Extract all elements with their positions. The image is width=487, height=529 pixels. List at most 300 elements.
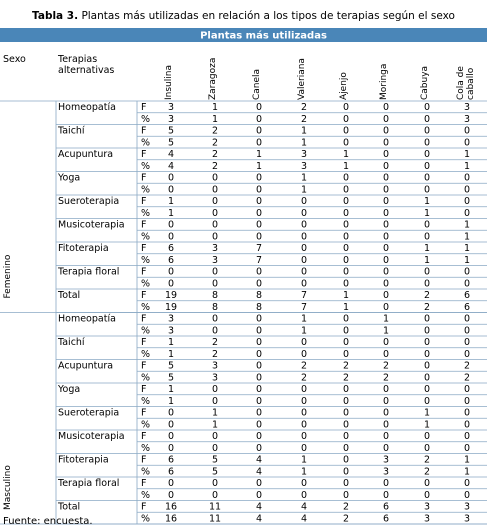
table-cell: 19 — [164, 301, 178, 313]
table-cell: 3 — [300, 149, 308, 160]
table-cell: 0 — [255, 102, 263, 113]
table-cell: 0 — [167, 489, 175, 501]
table-cell: 6 — [382, 501, 390, 513]
table-cell: 0 — [423, 160, 431, 172]
table-cell: 2 — [463, 360, 471, 372]
table-cell: 2 — [211, 125, 219, 137]
table-cell: 1 — [463, 149, 471, 160]
table-cell: 0 — [255, 348, 263, 360]
table-cell: 0 — [255, 384, 263, 395]
table-cell: 0 — [342, 419, 350, 431]
table-cell: 0 — [300, 278, 308, 290]
table-cell: 0 — [382, 384, 390, 395]
table-cell: 0 — [342, 384, 350, 395]
measure-label: F — [141, 478, 147, 489]
table-cell: 1 — [211, 407, 219, 419]
table-cell: 0 — [255, 231, 263, 243]
therapy-label: Sueroterapia — [58, 196, 120, 207]
measure-label: % — [141, 278, 151, 290]
table-cell: 0 — [382, 231, 390, 243]
table-cell: 0 — [342, 278, 350, 290]
table-cell: 0 — [300, 407, 308, 419]
table-cell: 0 — [255, 137, 263, 149]
table-cell: 0 — [255, 113, 263, 125]
table-cell: 0 — [255, 125, 263, 137]
table-cell: 0 — [300, 266, 308, 278]
table-cell: 0 — [342, 348, 350, 360]
measure-label: % — [141, 442, 151, 454]
table-cell: 0 — [423, 125, 431, 137]
table-cell: 0 — [342, 325, 350, 337]
table-cell: 1 — [167, 196, 175, 207]
measure-label: % — [141, 137, 151, 149]
table-cell: 5 — [211, 454, 219, 466]
table-cell: 0 — [382, 431, 390, 442]
table-cell: 0 — [463, 266, 471, 278]
table-cell: 3 — [463, 501, 471, 513]
plant-header: Moringa — [379, 63, 389, 100]
measure-label: % — [141, 489, 151, 501]
table-cell: 1 — [463, 454, 471, 466]
table-cell: 8 — [211, 301, 219, 313]
table-cell: 0 — [255, 266, 263, 278]
therapy-label: Homeopatía — [58, 102, 116, 113]
table-cell: 2 — [300, 372, 308, 384]
table-cell: 0 — [255, 172, 263, 184]
table-cell: 0 — [342, 395, 350, 407]
table-cell: 0 — [382, 125, 390, 137]
measure-label: F — [141, 313, 147, 325]
table-cell: 0 — [423, 149, 431, 160]
table-cell: 3 — [382, 466, 390, 478]
table-cell: 8 — [211, 290, 219, 301]
table-cell: 0 — [423, 337, 431, 348]
table-cell: 2 — [423, 466, 431, 478]
table-cell: 0 — [382, 301, 390, 313]
table-cell: 1 — [167, 395, 175, 407]
table-cell: 3 — [423, 501, 431, 513]
table-cell: 6 — [167, 466, 175, 478]
table-cell: 0 — [342, 337, 350, 348]
table-cell: 0 — [300, 489, 308, 501]
table-cell: 1 — [342, 160, 350, 172]
table-cell: 0 — [382, 254, 390, 266]
table-cell: 0 — [463, 325, 471, 337]
table-cell: 1 — [463, 254, 471, 266]
table-cell: 0 — [463, 478, 471, 489]
therapy-label: Yoga — [58, 172, 81, 184]
table-cell: 0 — [423, 278, 431, 290]
table-cell: 2 — [211, 137, 219, 149]
table-cell: 0 — [463, 407, 471, 419]
table-cell: 0 — [382, 160, 390, 172]
table-cell: 3 — [300, 160, 308, 172]
table-cell: 0 — [167, 172, 175, 184]
measure-label: F — [141, 454, 147, 466]
table-cell: 0 — [167, 184, 175, 196]
table-cell: 0 — [423, 266, 431, 278]
measure-label: % — [141, 466, 151, 478]
table-cell: 2 — [463, 372, 471, 384]
table-cell: 0 — [342, 254, 350, 266]
table-cell: 4 — [255, 454, 263, 466]
table-cell: 0 — [382, 489, 390, 501]
table-cell: 0 — [255, 207, 263, 219]
table-cell: 0 — [463, 278, 471, 290]
table-cell: 3 — [382, 454, 390, 466]
table-cell: 0 — [463, 172, 471, 184]
table-cell: 0 — [463, 207, 471, 219]
measure-label: F — [141, 125, 147, 137]
table-cell: 0 — [342, 231, 350, 243]
group-header: Plantas más utilizadas — [200, 30, 327, 42]
table-cell: 0 — [423, 184, 431, 196]
table-cell: 4 — [255, 513, 263, 525]
table-cell: 0 — [382, 407, 390, 419]
table-cell: 0 — [463, 431, 471, 442]
table-cell: 1 — [423, 419, 431, 431]
table-cell: 0 — [382, 196, 390, 207]
table-cell: 4 — [167, 149, 175, 160]
table-cell: 1 — [463, 160, 471, 172]
table-cell: 5 — [211, 466, 219, 478]
table-cell: 0 — [211, 384, 219, 395]
table-cell: 0 — [463, 395, 471, 407]
measure-label: % — [141, 325, 151, 337]
table-cell: 0 — [167, 431, 175, 442]
measure-label: % — [141, 372, 151, 384]
table-cell: 0 — [211, 219, 219, 231]
table-cell: 2 — [211, 337, 219, 348]
table-cell: 0 — [463, 348, 471, 360]
table-cell: 0 — [342, 442, 350, 454]
table-cell: 0 — [211, 172, 219, 184]
table-cell: 7 — [255, 243, 263, 254]
table-cell: 1 — [300, 125, 308, 137]
table-cell: 1 — [255, 149, 263, 160]
table-cell: 0 — [300, 395, 308, 407]
measure-label: % — [141, 513, 151, 525]
plant-header: Zaragoza — [208, 57, 218, 100]
table-cell: 0 — [211, 325, 219, 337]
table-cell: 0 — [463, 184, 471, 196]
table-cell: 0 — [211, 489, 219, 501]
table-cell: 3 — [463, 102, 471, 113]
table-cell: 0 — [382, 290, 390, 301]
table-cell: 1 — [423, 196, 431, 207]
table-cell: 0 — [300, 337, 308, 348]
table-cell: 0 — [342, 478, 350, 489]
table-cell: 11 — [208, 513, 222, 525]
table-cell: 3 — [463, 113, 471, 125]
table-cell: 1 — [423, 254, 431, 266]
table-cell: 0 — [342, 102, 350, 113]
table-cell: 0 — [423, 325, 431, 337]
table-cell: 0 — [167, 407, 175, 419]
table-cell: 2 — [300, 113, 308, 125]
table-cell: 0 — [382, 442, 390, 454]
table-cell: 0 — [382, 102, 390, 113]
table-cell: 5 — [167, 125, 175, 137]
measure-label: F — [141, 243, 147, 254]
table-cell: 0 — [382, 395, 390, 407]
table-cell: 0 — [382, 137, 390, 149]
table-cell: 1 — [382, 313, 390, 325]
table-cell: 4 — [300, 513, 308, 525]
table-cell: 0 — [167, 478, 175, 489]
table-cell: 2 — [211, 160, 219, 172]
table-cell: 0 — [342, 407, 350, 419]
table-cell: 2 — [211, 149, 219, 160]
table-cell: 0 — [382, 478, 390, 489]
table-cell: 6 — [167, 243, 175, 254]
caption-text: Plantas más utilizadas en relación a los tipos de terapias según el sexo — [81, 10, 455, 22]
therapy-label: Taichí — [58, 337, 85, 348]
measure-label: % — [141, 231, 151, 243]
table-cell: 0 — [255, 219, 263, 231]
table-cell: 1 — [463, 231, 471, 243]
table-cell: 0 — [255, 489, 263, 501]
table-cell: 3 — [167, 313, 175, 325]
table-cell: 0 — [300, 219, 308, 231]
table-cell: 1 — [167, 207, 175, 219]
table-cell: 4 — [255, 501, 263, 513]
measure-label: F — [141, 384, 147, 395]
table-cell: 0 — [211, 313, 219, 325]
table-cell: 6 — [382, 513, 390, 525]
table-cell: 0 — [382, 149, 390, 160]
table-cell: 0 — [300, 478, 308, 489]
table-cell: 1 — [463, 219, 471, 231]
table-cell: 3 — [167, 325, 175, 337]
table-cell: 1 — [342, 290, 350, 301]
measure-label: % — [141, 207, 151, 219]
therapy-label: Terapia floral — [58, 266, 120, 278]
table-cell: 0 — [382, 184, 390, 196]
measure-label: F — [141, 407, 147, 419]
table-cell: 5 — [167, 360, 175, 372]
table-cell: 8 — [255, 301, 263, 313]
table-cell: 1 — [342, 301, 350, 313]
table-cell: 0 — [300, 243, 308, 254]
measure-label: % — [141, 113, 151, 125]
table-cell: 1 — [300, 313, 308, 325]
table-cell: 0 — [382, 207, 390, 219]
table-cell: 0 — [382, 172, 390, 184]
table-cell: 0 — [423, 431, 431, 442]
table-cell: 7 — [300, 301, 308, 313]
table-cell: 1 — [423, 243, 431, 254]
table-cell: 0 — [342, 207, 350, 219]
table-cell: 0 — [463, 196, 471, 207]
table-cell: 2 — [423, 454, 431, 466]
table-cell: 1 — [255, 160, 263, 172]
table-cell: 0 — [211, 207, 219, 219]
table-cell: 1 — [167, 337, 175, 348]
table-cell: 0 — [342, 313, 350, 325]
table-cell: 0 — [300, 231, 308, 243]
therapy-label: Taichí — [58, 125, 85, 137]
table-cell: 0 — [300, 419, 308, 431]
table-cell: 6 — [463, 290, 471, 301]
therapy-label: Acupuntura — [58, 360, 114, 372]
table-cell: 16 — [164, 513, 178, 525]
table-cell: 1 — [300, 454, 308, 466]
sex-label: Femenino — [3, 254, 13, 299]
table-cell: 0 — [211, 431, 219, 442]
table-cell: 0 — [342, 219, 350, 231]
table-cell: 3 — [211, 360, 219, 372]
table-cell: 0 — [255, 196, 263, 207]
table-cell: 0 — [167, 419, 175, 431]
table-cell: 1 — [300, 172, 308, 184]
table-cell: 0 — [423, 219, 431, 231]
table-cell: 0 — [342, 172, 350, 184]
plant-header: Cabuya — [420, 65, 430, 100]
plant-header: Canela — [252, 68, 262, 100]
table-cell: 1 — [300, 466, 308, 478]
table-cell: 2 — [423, 290, 431, 301]
table-cell: 0 — [423, 384, 431, 395]
table-cell: 0 — [382, 113, 390, 125]
table-cell: 3 — [463, 513, 471, 525]
therapy-label: Terapia floral — [58, 478, 120, 489]
table-cell: 3 — [211, 254, 219, 266]
table-cell: 2 — [300, 102, 308, 113]
table-cell: 16 — [164, 501, 178, 513]
measure-label: F — [141, 337, 147, 348]
measure-label: % — [141, 419, 151, 431]
table-cell: 1 — [300, 184, 308, 196]
measure-label: F — [141, 149, 147, 160]
table-cell: 6 — [167, 454, 175, 466]
table-cell: 0 — [342, 125, 350, 137]
col-header-sexo: Sexo — [3, 54, 26, 65]
measure-label: F — [141, 501, 147, 513]
table-cell: 7 — [300, 290, 308, 301]
table-cell: 0 — [255, 419, 263, 431]
table-cell: 0 — [255, 278, 263, 290]
table-cell: 0 — [463, 384, 471, 395]
table-cell: 2 — [211, 348, 219, 360]
table-cell: 11 — [208, 501, 222, 513]
table-cell: 0 — [255, 431, 263, 442]
table-cell: 0 — [463, 337, 471, 348]
table-cell: 0 — [167, 442, 175, 454]
therapy-label: Sueroterapia — [58, 407, 120, 419]
table-cell: 0 — [167, 231, 175, 243]
table-cell: 0 — [342, 454, 350, 466]
therapy-label: Yoga — [58, 384, 81, 395]
table-cell: 0 — [463, 313, 471, 325]
table-cell: 1 — [423, 407, 431, 419]
therapy-label: Fitoterapia — [58, 454, 109, 466]
table-cell: 2 — [342, 360, 350, 372]
table-cell: 0 — [255, 184, 263, 196]
therapy-label: Total — [58, 501, 81, 513]
therapy-label: Fitoterapia — [58, 243, 109, 254]
measure-label: F — [141, 172, 147, 184]
measure-label: % — [141, 254, 151, 266]
table-cell: 1 — [300, 137, 308, 149]
table-cell: 0 — [167, 219, 175, 231]
table-cell: 0 — [255, 442, 263, 454]
plant-header: Valeriana — [297, 58, 307, 100]
table-cell: 0 — [300, 254, 308, 266]
table-cell: 5 — [167, 137, 175, 149]
measure-label: F — [141, 196, 147, 207]
measure-label: % — [141, 301, 151, 313]
table-cell: 0 — [423, 172, 431, 184]
table-cell: 0 — [300, 442, 308, 454]
table-cell: 3 — [211, 243, 219, 254]
table-cell: 1 — [167, 348, 175, 360]
table-cell: 0 — [423, 395, 431, 407]
table-cell: 0 — [423, 102, 431, 113]
therapy-label: Total — [58, 290, 81, 301]
measure-label: F — [141, 360, 147, 372]
table-cell: 2 — [342, 372, 350, 384]
table-cell: 0 — [463, 489, 471, 501]
table-cell: 0 — [423, 372, 431, 384]
table-cell: 0 — [423, 137, 431, 149]
measure-label: % — [141, 160, 151, 172]
table-cell: 0 — [255, 313, 263, 325]
table-cell: 0 — [211, 184, 219, 196]
table-cell: 5 — [167, 372, 175, 384]
table-cell: 0 — [300, 196, 308, 207]
measure-label: F — [141, 102, 147, 113]
table-cell: 1 — [382, 325, 390, 337]
table-caption — [0, 10, 487, 22]
table-cell: 0 — [463, 419, 471, 431]
table-cell: 0 — [342, 466, 350, 478]
table-cell: 0 — [423, 113, 431, 125]
table-cell: 0 — [423, 478, 431, 489]
table-cell: 0 — [382, 419, 390, 431]
table-cell: 0 — [167, 278, 175, 290]
table-cell: 0 — [211, 231, 219, 243]
table-cell: 2 — [382, 372, 390, 384]
table-cell: 0 — [211, 442, 219, 454]
table-cell: 0 — [255, 372, 263, 384]
therapy-label: Musicoterapia — [58, 431, 125, 442]
col-header-terapias: Terapias alternativas — [58, 54, 115, 76]
table-cell: 1 — [211, 102, 219, 113]
table-cell: 0 — [300, 431, 308, 442]
table-cell: 3 — [211, 372, 219, 384]
table-cell: 0 — [423, 489, 431, 501]
table-cell: 0 — [342, 243, 350, 254]
table-cell: 0 — [342, 113, 350, 125]
table-cell: 0 — [423, 313, 431, 325]
measure-label: F — [141, 290, 147, 301]
caption-label: Tabla 3. — [32, 10, 79, 22]
sex-label: Masculino — [3, 465, 13, 510]
table-cell: 0 — [463, 442, 471, 454]
table-cell: 3 — [167, 102, 175, 113]
table-cell: 1 — [300, 325, 308, 337]
table-cell: 1 — [342, 149, 350, 160]
table-cell: 0 — [342, 196, 350, 207]
table-cell: 0 — [382, 219, 390, 231]
table-cell: 7 — [255, 254, 263, 266]
table-cell: 2 — [342, 513, 350, 525]
table-cell: 0 — [382, 337, 390, 348]
table-cell: 4 — [300, 501, 308, 513]
table-cell: 0 — [255, 360, 263, 372]
table-cell: 0 — [463, 137, 471, 149]
